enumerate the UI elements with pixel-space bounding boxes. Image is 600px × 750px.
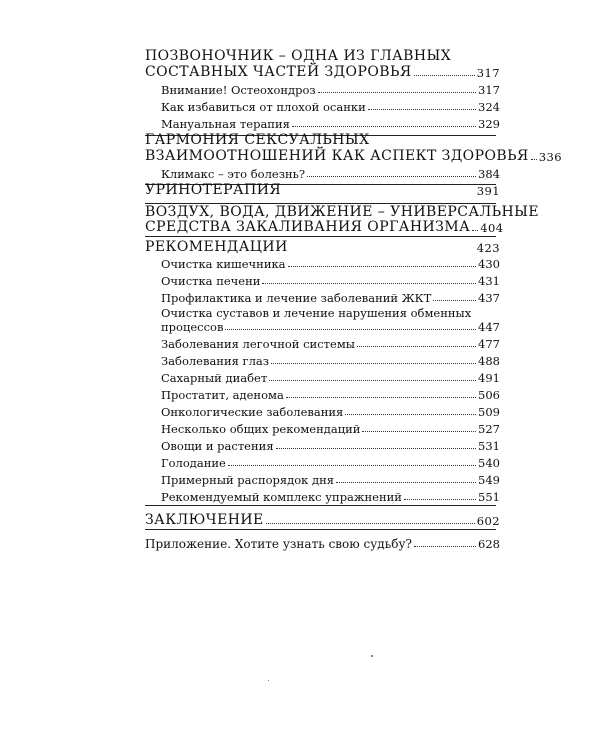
page-number: 431 [478, 274, 500, 288]
entry-title-line: процессов [161, 320, 224, 334]
toc-entry [161, 287, 500, 305]
leader-dots [288, 266, 477, 267]
leader-dots [362, 431, 476, 432]
entry-title-line: Очистка суставов и лечение нарушения обменных [161, 306, 472, 320]
leader-dots [404, 499, 476, 500]
entry-title: Профилактика и лечение заболеваний ЖКТ [161, 291, 432, 305]
entry-title: Заболевания глаз [161, 354, 270, 368]
page-number: 628 [478, 537, 500, 551]
section-heading: ЗАКЛЮЧЕНИЕ [145, 512, 264, 528]
page-number: 404 [480, 221, 504, 235]
leader-dots [472, 230, 478, 231]
entry-title: Очистка печени [161, 274, 261, 288]
page-number: 509 [478, 405, 500, 419]
section-heading-line: ВОЗДУХ, ВОДА, ДВИЖЕНИЕ – УНИВЕРСАЛЬНЫЕ [145, 204, 540, 220]
section-divider [145, 529, 496, 530]
leader-dots [433, 300, 476, 301]
section-heading-line: СОСТАВНЫХ ЧАСТЕЙ ЗДОРОВЬЯ [145, 64, 412, 80]
toc-appendix-entry [145, 533, 500, 551]
entry-title: Как избавиться от плохой осанки [161, 100, 366, 114]
leader-dots [225, 329, 476, 330]
entry-title: Мануальная терапия [161, 117, 290, 131]
section-heading-entry [145, 62, 500, 80]
leader-dots [345, 414, 476, 415]
leader-dots [276, 448, 476, 449]
leader-dots [357, 346, 476, 347]
page-number: 549 [478, 473, 500, 487]
leader-dots [318, 92, 476, 93]
section-heading-line: ПОЗВОНОЧНИК – ОДНА ИЗ ГЛАВНЫХ [145, 48, 452, 64]
toc-entry [161, 367, 500, 385]
page-number: 423 [476, 241, 500, 255]
leader-dots [269, 380, 476, 381]
scan-speck [268, 680, 269, 681]
page-number: 336 [538, 150, 563, 164]
toc-entry [161, 96, 500, 114]
page-number: 540 [478, 456, 500, 470]
leader-dots [292, 126, 476, 127]
page-number: 488 [478, 354, 500, 368]
toc-entry [161, 435, 500, 453]
entry-title: Простатит, аденома [161, 388, 284, 402]
toc-entry [161, 163, 500, 181]
page-number: 531 [478, 439, 500, 453]
leader-dots [286, 397, 476, 398]
toc-entry [161, 350, 500, 368]
toc-entry [161, 270, 500, 288]
toc-entry [161, 418, 500, 436]
entry-title: Онкологические заболевания [161, 405, 344, 419]
section-heading-line: ГАРМОНИЯ СЕКСУАЛЬНЫХ [145, 132, 370, 148]
page-number: 324 [478, 100, 500, 114]
leader-dots [531, 159, 537, 160]
toc-entry [161, 384, 500, 402]
section-heading-line: СРЕДСТВА ЗАКАЛИВАНИЯ ОРГАНИЗМА [145, 219, 471, 235]
entry-title: Сахарный диабет [161, 371, 268, 385]
entry-title: Очистка кишечника [161, 257, 286, 271]
entry-title: Примерный распорядок дня [161, 473, 335, 487]
leader-dots [228, 465, 476, 466]
section-heading-line: ВЗАИМООТНОШЕНИЙ КАК АСПЕКТ ЗДОРОВЬЯ [145, 148, 529, 164]
leader-dots [262, 283, 476, 284]
toc-entry [161, 253, 500, 271]
section-heading: РЕКОМЕНДАЦИИ [145, 239, 288, 255]
page-number: 329 [478, 117, 500, 131]
page-number: 551 [478, 490, 500, 504]
page-number: 477 [478, 337, 500, 351]
appendix-title: Приложение. Хотите узнать свою судьбу? [145, 537, 412, 551]
toc-entry [161, 452, 500, 470]
scan-speck [371, 655, 373, 657]
entry-title: Внимание! Остеохондроз [161, 83, 316, 97]
entry-title: Овощи и растения [161, 439, 274, 453]
page-number: 491 [478, 371, 500, 385]
page-number: 317 [478, 83, 500, 97]
leader-dots [368, 109, 476, 110]
toc-entry [161, 469, 500, 487]
section-heading-entry [145, 217, 504, 235]
page-number: 391 [476, 184, 500, 198]
entry-title: Заболевания легочной системы [161, 337, 355, 351]
leader-dots [336, 482, 476, 483]
section-heading-entry [145, 180, 500, 198]
toc-entry [161, 486, 500, 504]
section-divider [145, 505, 496, 506]
entry-title: Голодание [161, 456, 226, 470]
page-number: 317 [476, 66, 500, 80]
section-heading: УРИНОТЕРАПИЯ [145, 182, 282, 198]
section-heading-entry [145, 510, 500, 528]
leader-dots [266, 523, 475, 524]
section-heading-entry [145, 146, 563, 164]
page-number: 437 [478, 291, 500, 305]
entry-title: Климакс – это болезнь? [161, 167, 306, 181]
toc-entry [161, 333, 500, 351]
leader-dots [414, 546, 476, 547]
page-number: 527 [478, 422, 500, 436]
leader-dots [271, 363, 476, 364]
leader-dots [414, 75, 475, 76]
leader-dots [307, 176, 476, 177]
entry-title: Рекомендуемый комплекс упражнений [161, 490, 402, 504]
toc-entry [161, 401, 500, 419]
page-number: 447 [478, 320, 500, 334]
page-number: 506 [478, 388, 500, 402]
page-number: 430 [478, 257, 500, 271]
toc-entry [161, 79, 500, 97]
page-number: 384 [478, 167, 500, 181]
entry-title: Несколько общих рекомендаций [161, 422, 361, 436]
page-number: 602 [476, 514, 500, 528]
toc-entry [161, 113, 500, 131]
toc-entry [161, 316, 500, 334]
